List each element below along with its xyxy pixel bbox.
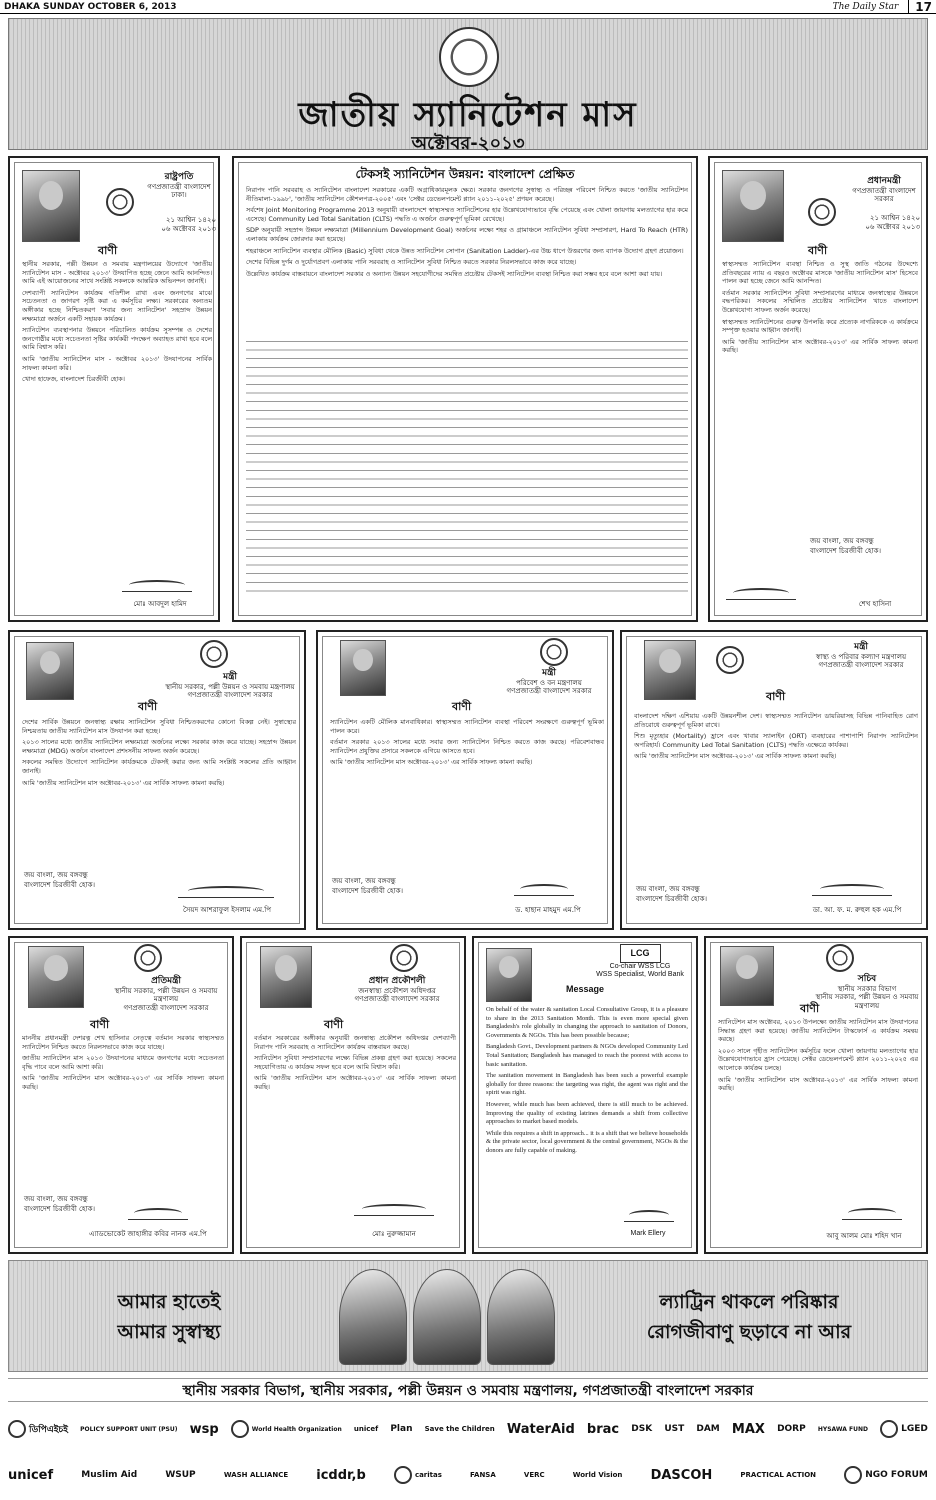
lgd-seal-icon (826, 944, 854, 972)
president-message-panel (8, 156, 220, 622)
health-bani-heading: বাণী (766, 690, 786, 703)
president-message-text: স্থানীয় সরকার, পল্লী উন্নয়ন ও সমবায় মন্ত্রণালয়ের উদ্যোগে 'জাতীয় স্যানিটেশন মাস - অক্টোবর ২০১৩' উদযাপিত হচ্ছে জেনে আমি আনন্দিত। আমি এই আয়োজনের সাথে সংশ্লিষ্ট সকলকে আন্তরিক অভিনন্দন জানাই। দেশব্যাপী স্যানিটেশন কার্যক্রম গতিশীল রাখা এবং জনগণের মাঝে সচেতনতা ও জাগরণ সৃষ্টি করা এ কর্মসূচির লক্ষ্য। সরকারের অন্যতম অঙ্গীকার হচ্ছে নিশ্চিতকরণ 'সবার জন্য স্যানিটেশন' সহস্রাব্দ উন্নয়ন লক্ষ্যমাত্রা অর্জনে একটি সহায়ক কার্যক্রম। স্যানিটেশন ব্যবস্থাপনার উন্নয়নে পরিচালিত কার্যক্রম সুসম্পন্ন ও দেশের জনগোষ্ঠীর মধ্যে সচেতনতা সৃষ্টির কার্যকরী পদক্ষেপ অব্যাহত রাখা হবে বলে আমি বিশ্বাস করি। আমি 'জাতীয় স্যানিটেশন মাস - অক্টোবর ২০১৩' উদযাপনের সার্বিক সাফল্য কামনা করি। খোদা হাফেজ, বাংলাদেশ চিরজীবী হোক। (22, 260, 212, 384)
env-minister-panel (316, 630, 614, 930)
save-the-children-logo: Save the Children (424, 1425, 495, 1433)
pm-bani-heading: বাণী (808, 244, 828, 257)
page-number: 17 (908, 0, 932, 14)
latrine-photo-icon (413, 1269, 481, 1365)
env-seal-icon (540, 638, 568, 666)
hysawa-logo: HYSAWA FUND (817, 1425, 868, 1433)
health-closing: জয় বাংলা, জয় বঙ্গবন্ধু বাংলাদেশ চিরজীবী হোক। (636, 885, 708, 903)
president-bani-heading: বাণী (98, 244, 118, 257)
secretary-signature-icon (842, 1204, 902, 1220)
health-minister-role: মন্ত্রী স্বাস্থ্য ও পরিবার কল্যাণ মন্ত্রণালয় গণপ্রজাতন্ত্রী বাংলাদেশ সরকার (815, 642, 907, 670)
lgrd-minister-name: সৈয়দ আশরাফুল ইসলাম এম.পি (182, 906, 272, 914)
slogan-right: ল্যাট্রিন থাকলে পরিষ্কার রোগজীবাণু ছড়াবে না আর (646, 1291, 852, 1343)
secretary-bani-heading: বাণী (800, 1002, 820, 1015)
pm-message-text: স্বাস্থ্যসম্মত স্যানিটেশন ব্যবস্থা নিশ্চিত ও সুস্থ জাতি গঠনের উদ্দেশ্যে প্রতিবছরের ন্যায় এ বছরও অক্টোবর মাসকে 'জাতীয় স্যানিটেশন মাস' হিসেবে পালন করা হচ্ছে জেনে আমি আনন্দিত। বর্তমান সরকার স্যানিটেশন সুবিধা সম্প্রসারণের মাধ্যমে জনস্বাস্থ্যের উন্নয়নে বদ্ধপরিকর। সকলের সম্মিলিত প্রচেষ্টায় স্যানিটেশন খাতে বাংলাদেশ উল্লেখযোগ্য সাফল্য অর্জন করেছে। স্বাস্থ্যসম্মত স্যানিটেশনের গুরুত্ব উপলব্ধি করে প্রত্যেক নাগরিককে এ কার্যক্রমে সম্পৃক্ত হওয়ার আহ্বান জানাই। আমি 'জাতীয় স্যানিটেশন মাস অক্টোবর-২০১৩' এর সার্বিক সাফল্য কামনা করছি। (722, 260, 918, 355)
pm-signature-icon (726, 584, 796, 600)
health-minister-name: ডা. আ. ফ. ম. রুহুল হক এম.পি (812, 906, 902, 914)
state-bani-heading: বাণী (90, 1018, 110, 1031)
health-minister-text: বাংলাদেশ দক্ষিণ এশিয়ায় একটি উন্নয়নশীল দেশ। স্বাস্থ্যসম্মত স্যানিটেশন ডায়রিয়াসহ বিভিন্ন পানিবাহিত রোগ প্রতিরোধে গুরুত্বপূর্ণ ভূমিকা রাখে। শিশু মৃত্যুহার (Mortality) হ্রাসে এবং খাবার স্যালাইন (ORT) ব্যবহারের পাশাপাশি নিরাপদ স্যানিটেশন অপরিহার্য। Community Led Total Sanitation (CLTS) পদ্ধতি এক্ষেত্রে কার্যকর। আমি 'জাতীয় স্যানিটেশন মাস অক্টোবর-২০১৩' এর সার্বিক সাফল্য কামনা করছি। (634, 712, 918, 761)
masthead-date: DHAKA SUNDAY OCTOBER 6, 2013 (4, 1, 177, 12)
health-seal-icon (716, 646, 744, 674)
secretary-role: সচিব স্থানীয় সরকার বিভাগ স্থানীয় সরকার, পল্লী উন্নয়ন ও সমবায় মন্ত্রণালয় (815, 974, 919, 1010)
icddrb-logo: icddr,b (316, 1467, 366, 1483)
pm-date: ২১ আশ্বিন ১৪২০ ০৬ অক্টোবর ২০১৩ (865, 214, 920, 232)
state-closing: জয় বাংলা, জয় বঙ্গবন্ধু বাংলাদেশ চিরজীবী হোক। (24, 1195, 96, 1213)
fansa-logo: FANSA (470, 1471, 496, 1479)
president-seal-icon (106, 188, 134, 216)
dorp-logo: DORP (777, 1424, 806, 1434)
lgrd-minister-photo (26, 642, 74, 700)
psu-logo: POLICY SUPPORT UNIT (PSU) (80, 1425, 178, 1433)
hero-banner (8, 18, 928, 154)
wss-signature-icon (624, 1206, 674, 1222)
env-minister-text: স্যানিটেশন একটি মৌলিক মানবাধিকার। স্বাস্থ্যসম্মত স্যানিটেশন ব্যবস্থা পরিবেশ সংরক্ষণে গুরুত্বপূর্ণ ভূমিকা পালন করে। বর্তমান সরকার ২০১৩ সালের মধ্যে সবার জন্য স্যানিটেশন নিশ্চিত করতে কাজ করছে। পরিবেশবান্ধব স্যানিটেশন প্রযুক্তির প্রসারে সকলকে এগিয়ে আসতে হবে। আমি 'জাতীয় স্যানিটেশন মাস অক্টোবর-২০১৩' এর সার্বিক সাফল্য কামনা করছি। (330, 718, 604, 767)
lcg-logo-badge: LCG Co-chair WSS LCG WSS Specialist, World Bank (590, 944, 690, 980)
lgrd-bani-heading: বাণী (138, 700, 158, 713)
state-minister-name: এ্যাডভোকেট জাহাঙ্গীর কবির নানক এম.পি (89, 1230, 207, 1238)
lgrd-seal-icon (200, 640, 228, 668)
state-signature-icon (128, 1204, 188, 1220)
env-minister-name: ড. হাছান মাহমুদ এম.পি (515, 906, 581, 914)
lgrd-closing: জয় বাংলা, জয় বঙ্গবন্ধু বাংলাদেশ চিরজীবী হোক। (24, 871, 96, 889)
secretary-name: আবু আলম মোঃ শহিদ খান (826, 1232, 902, 1240)
pm-name: শেখ হাসিনা (858, 600, 892, 608)
slogan-band (8, 1260, 928, 1372)
dphe-seal-icon (390, 944, 418, 972)
lgrd-minister-panel (8, 630, 306, 930)
env-signature-icon (514, 880, 574, 896)
env-closing: জয় বাংলা, জয় বঙ্গবন্ধু বাংলাদেশ চিরজীবী হোক। (332, 877, 404, 895)
wss-signatory-name: Mark Ellery (630, 1230, 666, 1237)
pm-seal-icon (808, 198, 836, 226)
chief-engineer-name: মোঃ নুরুজ্জামান (372, 1230, 416, 1238)
plan-logo: Plan (390, 1424, 413, 1434)
health-minister-photo (644, 640, 696, 700)
lgrd-minister-text: দেশের সার্বিক উন্নয়নে জনস্বাস্থ্য রক্ষায় স্যানিটেশন সুবিধা নিশ্চিতকরণের কোনো বিকল্প নেই। সুস্বাস্থ্যের নিশ্চয়তায় জাতীয় স্যানিটেশন মাস উদযাপন করা হচ্ছে। ২০১৩ সালের মধ্যে জাতীয় স্যানিটেশন লক্ষ্যমাত্রা অর্জনের লক্ষ্যে সরকার কাজ করে যাচ্ছে। সহস্রাব্দ উন্নয়ন লক্ষ্যমাত্রা (MDG) অর্জনে বাংলাদেশ প্রশংসনীয় সাফল্য অর্জন করেছে। সকলের সমন্বিত উদ্যোগে স্যানিটেশন কার্যক্রমকে টেকসই করার জন্য আমি সংশ্লিষ্ট সকলের প্রতি আহ্বান জানাই। আমি 'জাতীয় স্যানিটেশন মাস অক্টোবর-২০১৩' এর সার্বিক সাফল্য কামনা করছি। (22, 718, 296, 787)
masthead (0, 0, 936, 14)
max-foundation-logo: MAX (731, 1421, 765, 1437)
world-vision-logo: World Vision (572, 1471, 623, 1479)
verc-logo: VERC (523, 1471, 545, 1479)
chief-engineer-photo (260, 946, 312, 1008)
president-name: মোঃ আবদুল হামিদ (133, 600, 187, 608)
pm-message-panel (708, 156, 928, 622)
wss-message-text: On behalf of the water & sanitation Local Consultative Group, it is a pleasure to share in the 2013 Sanitation Month. This is even more special given Bangladesh's role globally in changing the approach to sanitation of Donors, Governments & NGOs. This has been possible because; Bangladesh Govt., Development partners & NGOs developed Community Led Total Sanitation; Bangladesh has managed to reach the poorest with access to basic sanitation. The sanitation movement in Bangladesh has been such a powerful example globally for three reasons: the targeting was right, the agent was right and the spirit was right. However, while much has been achieved, there is still much to be achieved. Improving the quality of existing latrines demands a shift from collective approaches to market based models. While this requires a shift in approach... it is a shift that we believe households & the private sector, local government & the central government, NGOs & the donors are fully capable of making. (486, 1006, 688, 1154)
unicef-logo: unicef (8, 1467, 54, 1483)
partner-logos-row-1 (8, 1408, 928, 1450)
practical-action-logo: PRACTICAL ACTION (740, 1471, 817, 1479)
wash-alliance-logo: WASH ALLIANCE (223, 1471, 289, 1479)
masthead-paper: The Daily Star (832, 1, 899, 12)
handwash-photo-icon (339, 1269, 407, 1365)
feature-article-title: টেকসই স্যানিটেশন উন্নয়ন: বাংলাদেশ প্রেক্ষিত (355, 167, 575, 181)
ust-logo: UST (664, 1424, 685, 1434)
mark-ellery-photo (486, 948, 532, 1002)
chief-engineer-panel (240, 936, 466, 1254)
children-photo-icon (487, 1269, 555, 1365)
state-seal-icon (134, 944, 162, 972)
lged-logo: LGED (880, 1420, 928, 1438)
env-bani-heading: বাণী (452, 700, 472, 713)
president-photo (22, 170, 80, 242)
hero-subtitle: অক্টোবর-২০১৩ (411, 133, 525, 154)
dascoh-logo: DASCOH (650, 1467, 713, 1483)
feature-article-text: নিরাপদ পানি সরবরাহ ও স্যানিটেশন বাংলাদেশ সরকারের একটি অগ্রাধিকারমূলক ক্ষেত্র। সরকার জনগণের সুস্বাস্থ্য ও পরিচ্ছন্ন পরিবেশ নিশ্চিত করতে 'জাতীয় স্যানিটেশন নীতিমালা-১৯৯৮', 'জাতীয় স্যানিটেশন কৌশলপত্র-২০০৫' এবং 'সেক্টর ডেভেলপমেন্ট প্ল্যান ২০১১-২০২৫' প্রণয়ন করেছে। সর্বশেষ Joint Monitoring Programme 2013 অনুযায়ী বাংলাদেশে স্বাস্থ্যসম্মত স্যানিটেশনের হার উল্লেখযোগ্যভাবে বৃদ্ধি পেয়েছে এবং খোলা জায়গায় মলত্যাগের হার কমে এসেছে। Community Led Total Sanitation (CLTS) পদ্ধতি এ অর্জনে গুরুত্বপূর্ণ ভূমিকা রেখেছে। SDP অনুযায়ী সহস্রাব্দ উন্নয়ন লক্ষ্যমাত্রা (Millennium Development Goal) অর্জনের লক্ষ্যে শহর ও গ্রামাঞ্চলে স্যানিটেশন সুবিধা সম্প্রসারণ, Hard To Reach (HTR) এলাকায় কার্যক্রম জোরদার করা হয়েছে। শহরাঞ্চলে স্যানিটেশন ব্যবস্থার মৌলিক (Basic) সুবিধা থেকে উন্নত স্যানিটেশন সোপান (Sanitation Ladder)-এর উচ্চ ধাপে উত্তরণের জন্য ব্যাপক উদ্যোগ গ্রহণ প্রয়োজন। দেশের বিভিন্ন দুর্গম ও দুর্যোগপ্রবণ এলাকায় পানি সরবরাহ ও স্যানিটেশন সুবিধা নিশ্চিত করতে সরকার নিরলসভাবে কাজ করে যাচ্ছে। উল্লেখিত কার্যক্রম বাস্তবায়নে বাংলাদেশ সরকার ও অন্যান্য উন্নয়ন সহযোগীদের সমন্বিত প্রচেষ্টায় টেকসই স্যানিটেশন ব্যবস্থা নিশ্চিত করা সম্ভব হবে বলে আশা করা যায়। (246, 186, 688, 614)
dphe-logo: ডিপিএইচই (8, 1420, 68, 1438)
wss-lcg-panel (472, 936, 698, 1254)
dam-logo: DAM (696, 1424, 720, 1434)
ngo-forum-logo: NGO FORUM (844, 1466, 928, 1484)
chief-engineer-text: বর্তমান সরকারের অঙ্গীকার অনুযায়ী জনস্বাস্থ্য প্রকৌশল অধিদপ্তর দেশব্যাপী নিরাপদ পানি সরবরাহ ও স্যানিটেশন কার্যক্রম বাস্তবায়ন করছে। স্যানিটেশন সুবিধা সম্প্রসারণের লক্ষ্যে বিভিন্ন প্রকল্প গ্রহণ করা হয়েছে। সকলের সহযোগিতায় এ কার্যক্রম সফল হবে বলে আমি বিশ্বাস করি। আমি 'জাতীয় স্যানিটেশন মাস অক্টোবর-২০১৩' এর সার্বিক সাফল্য কামনা করছি। (254, 1034, 456, 1091)
secretary-photo (720, 946, 774, 1006)
wsp-logo: wsp (189, 1421, 219, 1437)
article-text-lines (246, 336, 688, 596)
lgrd-minister-role: মন্ত্রী স্থানীয় সরকার, পল্লী উন্নয়ন ও সমবায় মন্ত্রণালয় গণপ্রজাতন্ত্রী বাংলাদেশ সরকার (165, 672, 295, 700)
state-minister-photo (28, 946, 84, 1008)
slogan-left: আমার হাতেই আমার সুস্বাস্থ্য (117, 1291, 221, 1343)
president-signature-icon (122, 576, 192, 592)
hero-title: জাতীয় স্যানিটেশন মাস (298, 95, 638, 135)
president-date: ২১ আশ্বিন ১৪২০ ০৬ অক্টোবর ২০১৩ (161, 216, 216, 234)
feature-article-panel (232, 156, 698, 622)
health-minister-panel (620, 630, 928, 930)
wsup-logo: WSUP (165, 1470, 196, 1480)
secretary-panel (704, 936, 928, 1254)
state-minister-text: মাননীয় প্রধানমন্ত্রী দেশরত্ন শেখ হাসিনার নেতৃত্বে বর্তমান সরকার স্বাস্থ্যসম্মত স্যানিটেশন নিশ্চিত করতে নিরলসভাবে কাজ করে যাচ্ছে। জাতীয় স্যানিটেশন মাস ২০১৩ উদযাপনের মাধ্যমে জনগণের মধ্যে সচেতনতা বৃদ্ধি পাবে বলে আমি আশা করি। আমি 'জাতীয় স্যানিটেশন মাস অক্টোবর-২০১৩' এর সার্বিক সাফল্য কামনা করছি। (22, 1034, 224, 1091)
government-seal-icon (439, 27, 499, 87)
env-minister-photo (340, 640, 386, 696)
chief-engineer-role: প্রধান প্রকৌশলী জনস্বাস্থ্য প্রকৌশল অধিদপ্তর গণপ্রজাতন্ত্রী বাংলাদেশ সরকার (354, 976, 440, 1004)
dsk-logo: DSK (631, 1424, 653, 1434)
lgrd-signature-icon (178, 882, 274, 898)
state-minister-panel (8, 936, 234, 1254)
pm-role: প্রধানমন্ত্রী গণপ্রজাতন্ত্রী বাংলাদেশ সরকার (852, 176, 916, 204)
caritas-logo: caritas (394, 1466, 442, 1484)
muslim-aid-logo: Muslim Aid (81, 1470, 138, 1480)
wss-message-heading: Message (566, 984, 605, 994)
pm-closing: জয় বাংলা, জয় বঙ্গবন্ধু বাংলাদেশ চিরজীবী হোক। (810, 537, 882, 555)
health-signature-icon (812, 880, 892, 896)
brac-logo: brac (586, 1421, 620, 1437)
president-role: রাষ্ট্রপতি গণপ্রজাতন্ত্রী বাংলাদেশ ঢাকা। (147, 172, 211, 200)
chief-engineer-signature-icon (354, 1200, 434, 1216)
pm-photo (722, 170, 784, 242)
state-minister-role: প্রতিমন্ত্রী স্থানীয় সরকার, পল্লী উন্নয়ন ও সমবায় মন্ত্রণালয় গণপ্রজাতন্ত্রী বাংলাদেশ সরকার (114, 976, 218, 1012)
partner-logos-row-2 (8, 1454, 928, 1496)
env-minister-role: মন্ত্রী পরিবেশ ও বন মন্ত্রণালয় গণপ্রজাতন্ত্রী বাংলাদেশ সরকার (506, 668, 592, 696)
secretary-text: স্যানিটেশন মাস অক্টোবর, ২০১৩ উপলক্ষ্যে জাতীয় স্যানিটেশন মাস উদযাপনের সিদ্ধান্ত গ্রহণ করা হয়েছে। জাতীয় স্যানিটেশন টাস্কফোর্স এ কার্যক্রম সমন্বয় করছে। ২০০৩ সালে গৃহীত স্যানিটেশন কর্মসূচির ফলে খোলা জায়গায় মলত্যাগের হার উল্লেখযোগ্যভাবে হ্রাস পেয়েছে। সেক্টর ডেভেলপমেন্ট প্ল্যান ২০১১-২০২৫ এর আলোকে কার্যক্রম চলছে। আমি 'জাতীয় স্যানিটেশন মাস অক্টোবর-২০১৩' এর সার্বিক সাফল্য কামনা করছি। (718, 1018, 918, 1093)
ministry-credit-line: স্থানীয় সরকার বিভাগ, স্থানীয় সরকার, পল্লী উন্নয়ন ও সমবায় মন্ত্রণালয়, গণপ্রজাতন্ত্রী বাংলাদেশ সরকার (8, 1378, 928, 1402)
wateraid-logo: WaterAid (506, 1421, 575, 1437)
chief-engineer-bani-heading: বাণী (324, 1018, 344, 1031)
unicef-small-logo: unicef (353, 1425, 379, 1433)
who-logo: World Health Organization (231, 1420, 342, 1438)
